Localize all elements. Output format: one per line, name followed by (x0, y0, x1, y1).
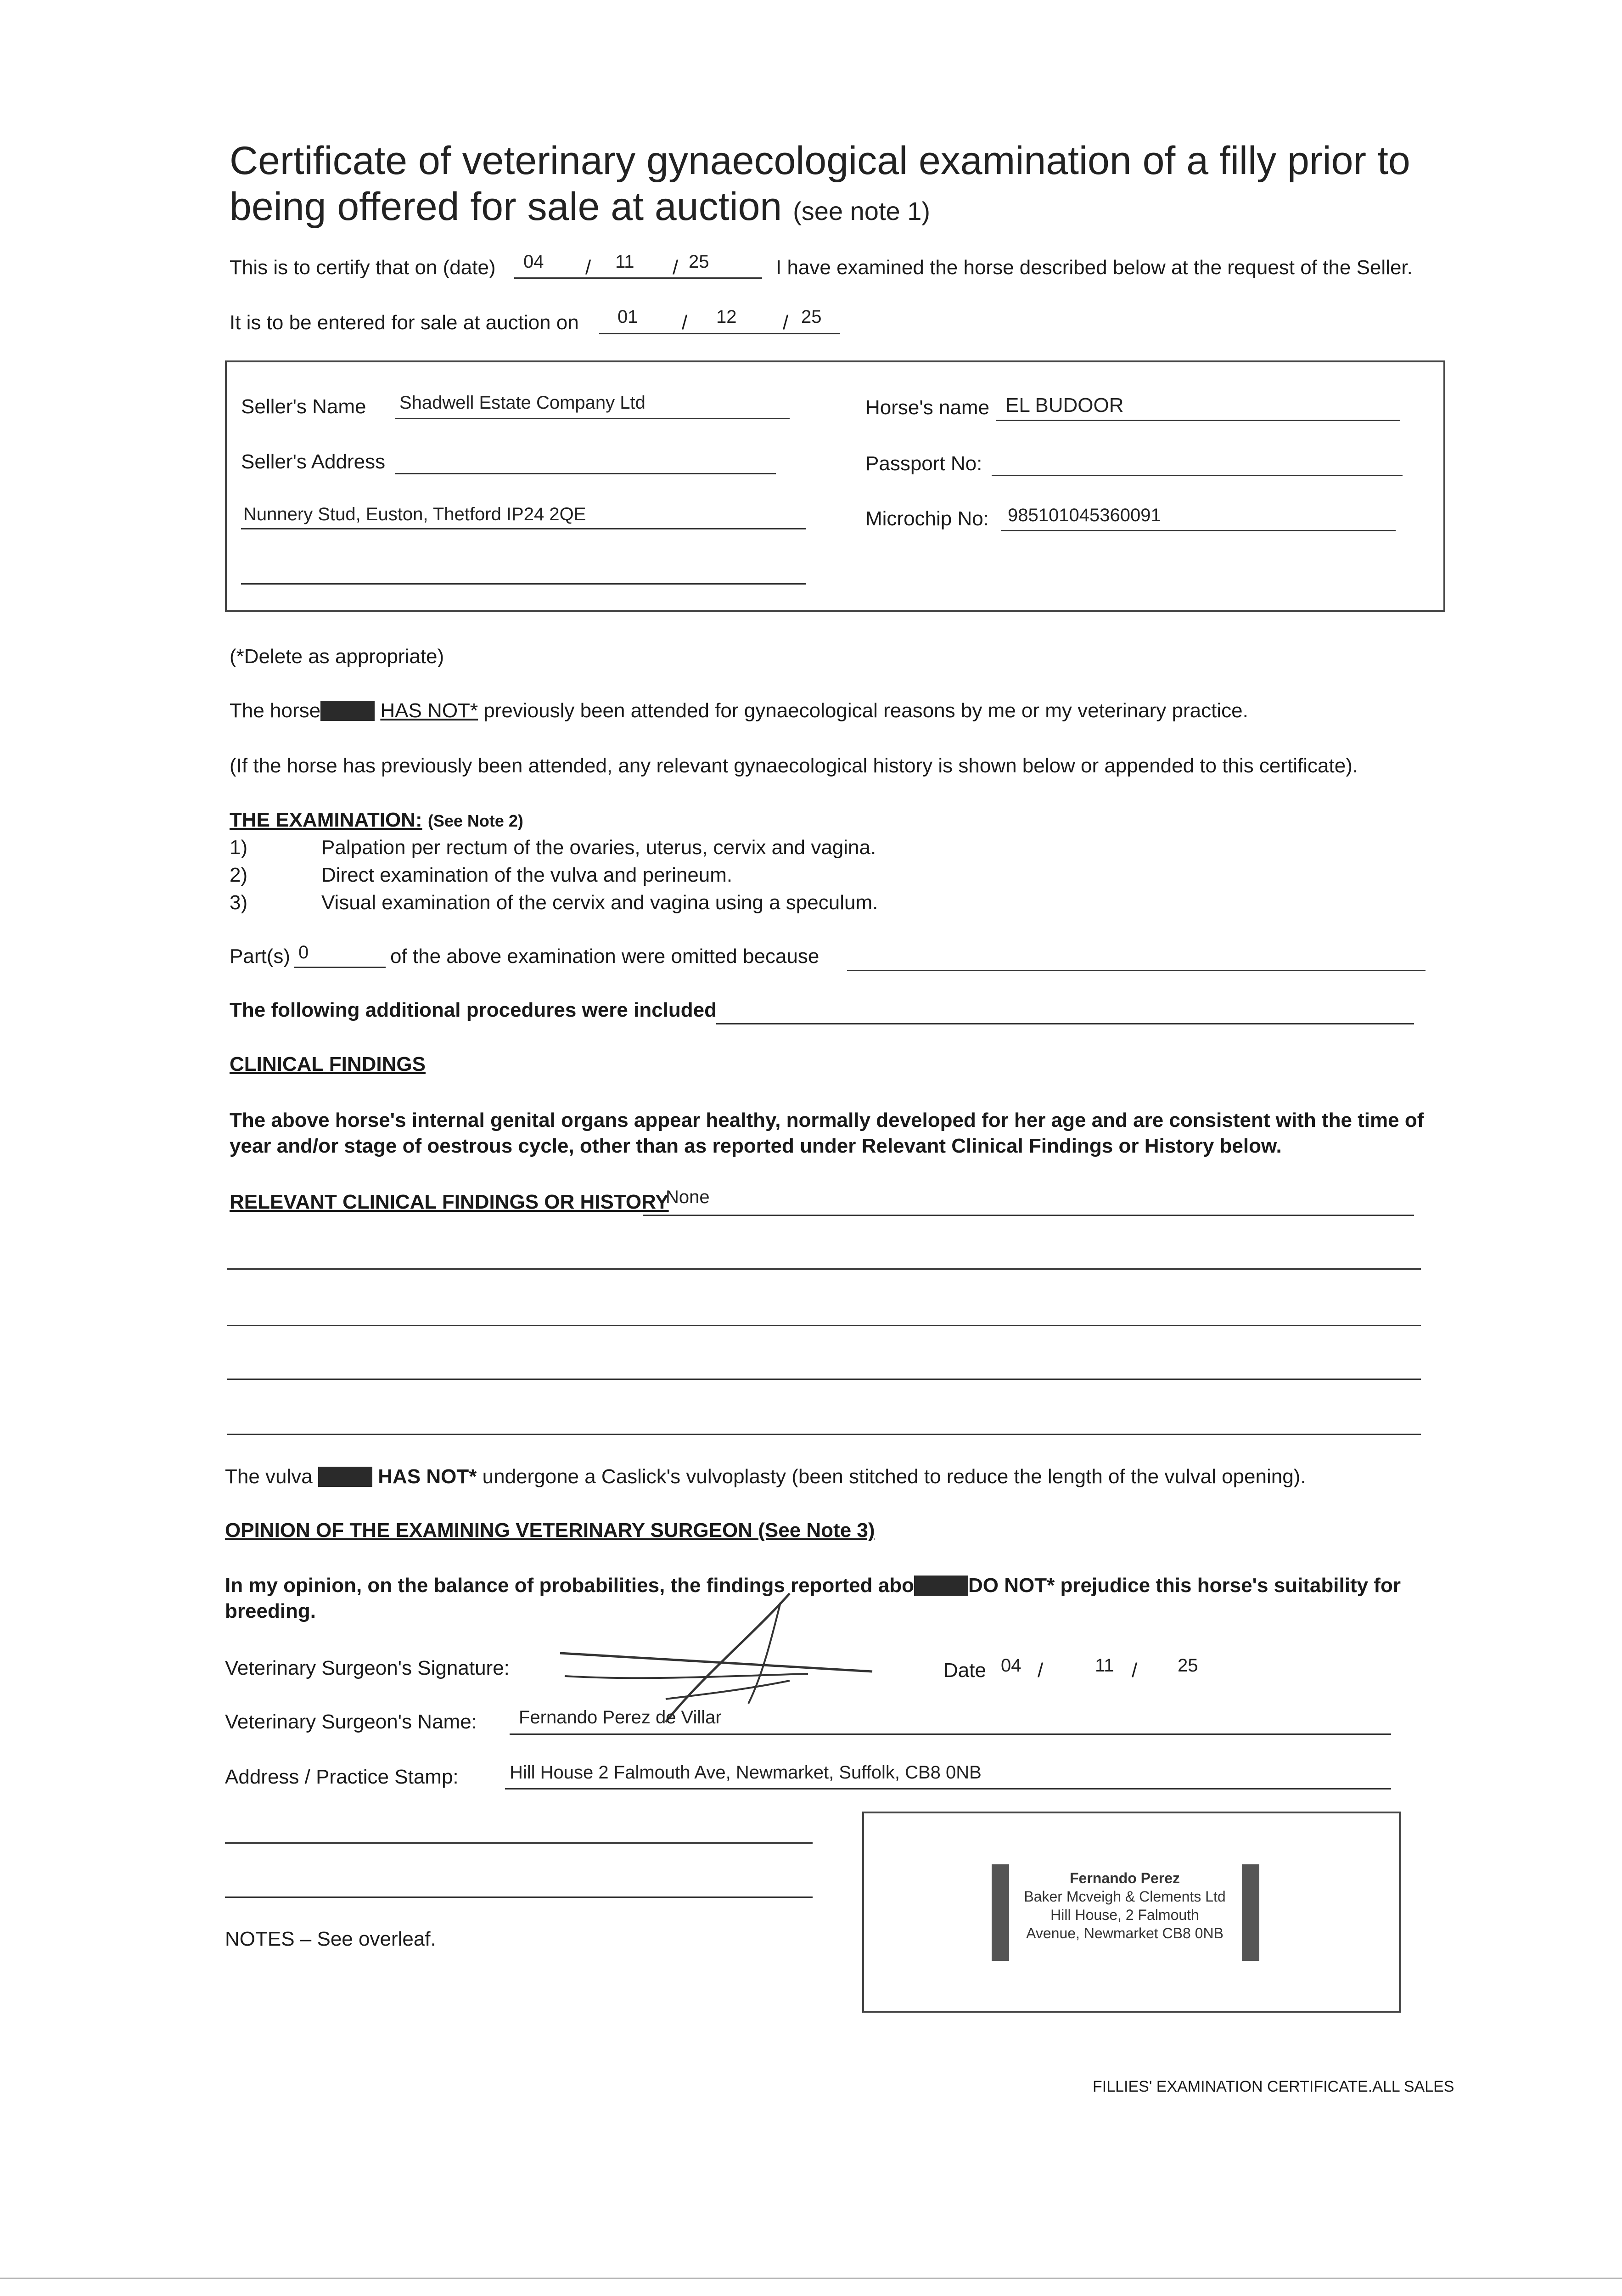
stamp-line: Fernando Perez (1069, 1870, 1180, 1886)
certify-prefix: This is to certify that on (date) (230, 256, 496, 279)
certify-suffix: I have examined the horse described below at the request of the Seller. (776, 256, 1413, 279)
vulva-line (225, 1464, 1306, 1490)
seller-name-label: Seller's Name (241, 395, 366, 418)
vulva-status: HAS NOT* (378, 1465, 477, 1488)
address-label: Address / Practice Stamp: (225, 1766, 459, 1788)
exam-item-text: Palpation per rectum of the ovaries, uterus, cervix and vagina. (321, 836, 876, 859)
examination-heading-text: THE EXAMINATION: (230, 809, 422, 831)
horse-name-label: Horse's name (865, 396, 990, 419)
exam-item-num: 1) (230, 836, 248, 859)
certify-month: 11 (615, 252, 634, 272)
surgeon-name-value: Fernando Perez de Villar (519, 1707, 722, 1728)
date-month: 11 (1095, 1655, 1114, 1676)
title-note: (see note 1) (793, 197, 930, 225)
seller-name-value: Shadwell Estate Company Ltd (399, 393, 645, 413)
certify-day: 04 (523, 252, 544, 272)
exam-item-text: Visual examination of the cervix and vagina using a speculum. (321, 891, 878, 914)
certificate-title (230, 138, 1515, 234)
stamp-line: Baker Mcveigh & Clements Ltd (1024, 1888, 1226, 1905)
redaction-mark (914, 1576, 968, 1596)
additional-label: The following additional procedures were included (230, 999, 717, 1021)
exam-item-num: 2) (230, 864, 248, 886)
signature-label: Veterinary Surgeon's Signature: (225, 1657, 510, 1679)
exam-item-text: Direct examination of the vulva and perineum. (321, 864, 733, 886)
opinion-status: DO NOT* (968, 1574, 1055, 1597)
attended-prefix: The horse (230, 699, 321, 722)
redaction-mark (320, 701, 375, 721)
date-day: 04 (1001, 1655, 1021, 1676)
vulva-suffix: undergone a Caslick's vulvoplasty (been stitched to reduce the length of the vulval opening). (482, 1465, 1306, 1488)
vulva-prefix: The vulva (225, 1465, 313, 1488)
attended-status: HAS NOT* (380, 699, 478, 722)
relevant-label: RELEVANT CLINICAL FINDINGS OR HISTORY (230, 1191, 669, 1213)
attended-suffix: previously been attended for gynaecological reasons by me or my veterinary practice. (483, 699, 1248, 722)
parts-value: 0 (298, 942, 309, 962)
examination-heading (230, 807, 523, 834)
seller-address-label: Seller's Address (241, 450, 386, 473)
seller-address-value: Nunnery Stud, Euston, Thetford IP24 2QE (243, 504, 586, 524)
certify-year: 25 (689, 252, 709, 272)
auction-year: 25 (801, 307, 822, 327)
clinical-heading: CLINICAL FINDINGS (230, 1053, 426, 1075)
exam-item-num: 3) (230, 891, 248, 914)
address-value: Hill House 2 Falmouth Ave, Newmarket, Suffolk, CB8 0NB (510, 1762, 982, 1783)
relevant-value: None (666, 1187, 710, 1207)
horse-name-value: EL BUDOOR (1005, 394, 1124, 416)
redaction-mark (318, 1467, 372, 1487)
surgeon-name-label: Veterinary Surgeon's Name: (225, 1711, 477, 1733)
history-note: (If the horse has previously been attended, any relevant gynaecological history is shown below or appended to this certificate). (230, 754, 1358, 777)
footer-text: FILLIES' EXAMINATION CERTIFICATE.ALL SALES (1093, 2078, 1454, 2095)
auction-month: 12 (716, 307, 737, 327)
title-main: Certificate of veterinary gynaecological examination of a filly prior to being offered for sale at auction (230, 139, 1410, 229)
parts-label: Part(s) (230, 945, 290, 968)
date-label: Date (943, 1659, 986, 1682)
stamp-line: Avenue, Newmarket CB8 0NB (1026, 1925, 1224, 1941)
practice-stamp (1001, 1869, 1249, 1961)
date-year: 25 (1178, 1655, 1198, 1676)
auction-prefix: It is to be entered for sale at auction on (230, 311, 579, 334)
microchip-label: Microchip No: (865, 507, 989, 530)
microchip-value: 985101045360091 (1008, 505, 1161, 525)
notes-text: NOTES – See overleaf. (225, 1928, 436, 1950)
opinion-heading: OPINION OF THE EXAMINING VETERINARY SURGEON (See Note 3) (225, 1519, 875, 1542)
opinion-text-b: prejudice this horse's suitability for breeding. (225, 1574, 1401, 1622)
examination-heading-note: (See Note 2) (427, 811, 523, 830)
auction-day: 01 (617, 307, 638, 327)
delete-note: (*Delete as appropriate) (230, 645, 444, 668)
passport-label: Passport No: (865, 452, 982, 475)
clinical-text: The above horse's internal genital organs appear healthy, normally developed for her age and are consistent with the time of year and/or stage of oestrous cycle, other than as reported under Relevant Clinical Findings or History below. (230, 1109, 1424, 1157)
attended-line (230, 698, 1248, 724)
opinion-text-a: In my opinion, on the balance of probabilities, the findings reported abo (225, 1574, 914, 1597)
omitted-label: of the above examination were omitted because (390, 945, 819, 968)
stamp-line: Hill House, 2 Falmouth (1050, 1907, 1199, 1923)
